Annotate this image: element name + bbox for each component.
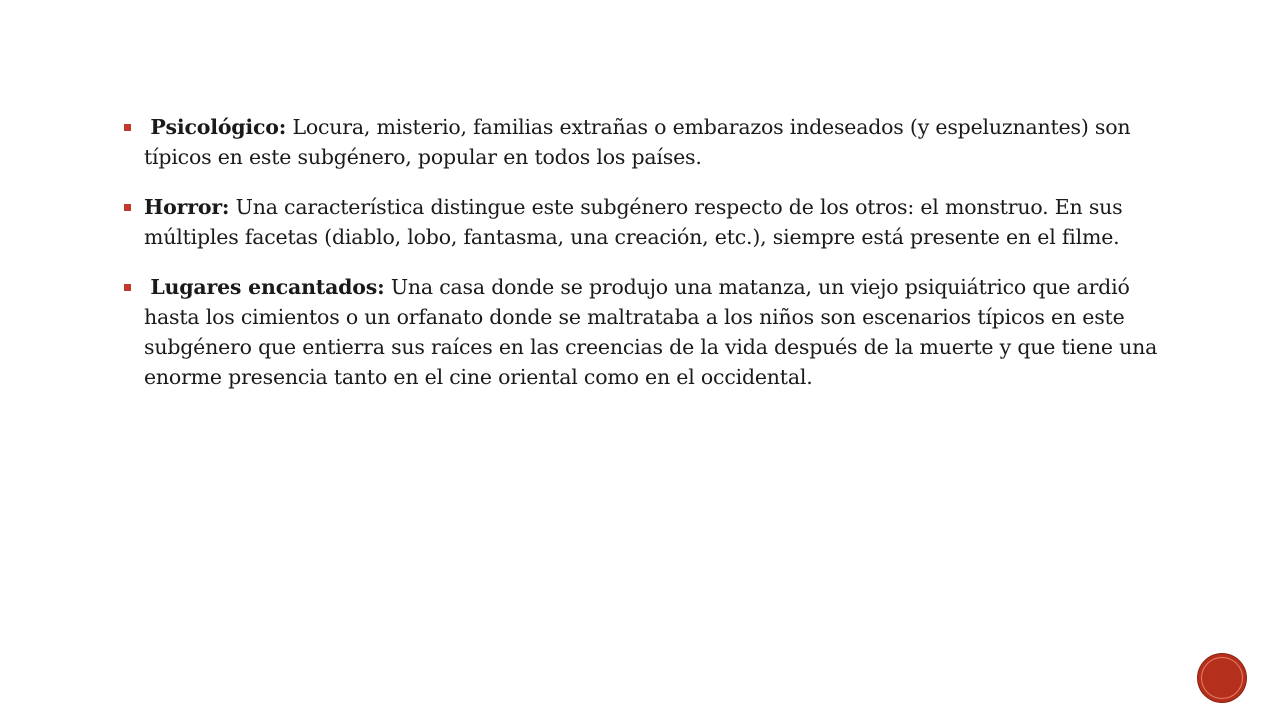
slide-number-badge — [1198, 654, 1246, 702]
bullet-text: Una casa donde se produjo una matanza, un viejo psiquiátrico que ardió hasta los cimientos o un orfanato donde se maltrataba a los niños son escenarios típicos en este subgénero que entierra sus raíces en las creencias de la vida después de la muerte y que tiene una enorme presencia tanto en el cine oriental como en el occidental. — [144, 275, 1158, 389]
bullet-term: Psicológico: — [150, 115, 287, 139]
bullet-text: Locura, misterio, familias extrañas o embarazos indeseados (y espeluznantes) son típicos en este subgénero, popular en todos los países. — [144, 115, 1131, 169]
badge-ring-icon — [1201, 657, 1243, 699]
bullet-item-psicologico — [120, 112, 1160, 172]
bullet-term: Lugares encantados: — [150, 275, 385, 299]
bullet-item-lugares-encantados — [120, 272, 1160, 392]
square-bullet-icon — [124, 284, 131, 291]
square-bullet-icon — [124, 124, 131, 131]
bullet-item-horror — [120, 192, 1160, 252]
square-bullet-icon — [124, 204, 131, 211]
bullet-text: Una característica distingue este subgénero respecto de los otros: el monstruo. En sus múltiples facetas (diablo, lobo, fantasma, una creación, etc.), siempre está presente en el filme. — [144, 195, 1123, 249]
bullet-term: Horror: — [144, 195, 230, 219]
bullet-list — [120, 112, 1160, 412]
